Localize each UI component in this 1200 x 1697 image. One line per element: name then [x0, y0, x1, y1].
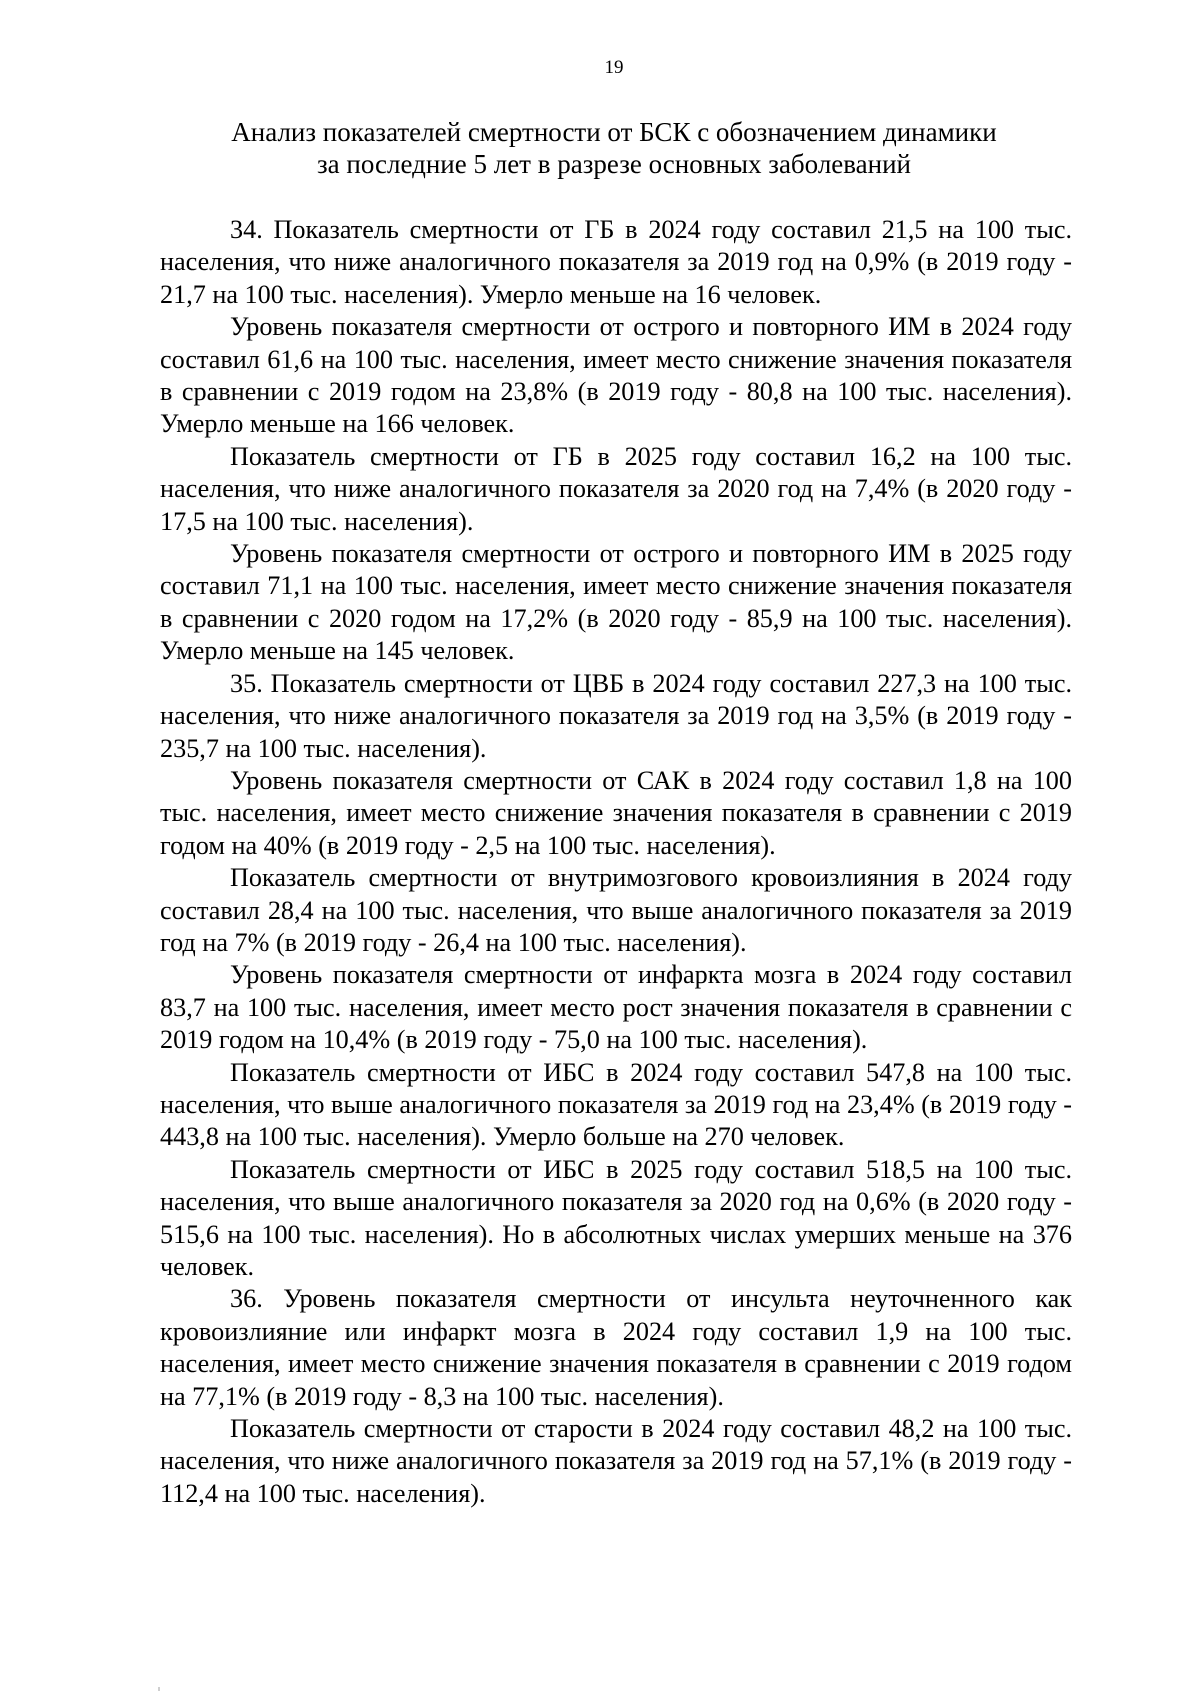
paragraph-34-gb-2024: 34. Показатель смертности от ГБ в 2024 году составил 21,5 на 100 тыс. населения, что ниже аналогичного показателя за 2019 год на 0,9% (в 2019 году - 21,7 на 100 тыс. населения). Умерло меньше на 16 человек.: [160, 215, 1072, 309]
paragraph-old-age-2024: Показатель смертности от старости в 2024 году составил 48,2 на 100 тыс. населения, что ниже аналогичного показателя за 2019 год на 57,1% (в 2019 году - 112,4 на 100 тыс. населения).: [160, 1414, 1072, 1508]
section-title-line-1: Анализ показателей смертности от БСК с обозначением динамики: [231, 117, 997, 147]
body-text: [160, 214, 1072, 1510]
paragraph-im-2025: Уровень показателя смертности от острого и повторного ИМ в 2025 году составил 71,1 на 100 тыс. населения, имеет место снижение значения показателя в сравнении с 2020 годом на 17,2% (в 2020 году - 85,9 на 100 тыс. населения). Умерло меньше на 145 человек.: [160, 539, 1072, 666]
paragraph-ibs-2024: Показатель смертности от ИБС в 2024 году составил 547,8 на 100 тыс. населения, что выше аналогичного показателя за 2019 год на 23,4% (в 2019 году - 443,8 на 100 тыс. населения). Умерло больше на 270 человек.: [160, 1057, 1072, 1152]
paragraph-gb-2025: Показатель смертности от ГБ в 2025 году составил 16,2 на 100 тыс. населения, что ниже аналогичного показателя за 2020 год на 7,4% (в 2020 году - 17,5 на 100 тыс. населения).: [160, 441, 1072, 536]
paragraph-sak-2024: Уровень показателя смертности от САК в 2024 году составил 1,8 на 100 тыс. населения, имеет место снижение значения показателя в сравнении с 2019 годом на 40% (в 2019 году - 2,5 на 100 тыс. населения).: [160, 765, 1072, 860]
scan-edge-mark: [158, 1687, 160, 1691]
paragraph-36-unspecified-stroke-2024: 36. Уровень показателя смертности от инсульта неуточненного как кровоизлияние или инфаркт мозга в 2024 году составил 1,9 на 100 тыс. населения, имеет место снижение значения показателя в сравнении с 2019 годом на 77,1% (в 2019 году - 8,3 на 100 тыс. населения).: [160, 1284, 1072, 1411]
paragraph-intracerebral-hemorrhage-2024: Показатель смертности от внутримозгового кровоизлияния в 2024 году составил 28,4 на 100 тыс. населения, что выше аналогичного показателя за 2019 год на 7% (в 2019 году - 26,4 на 100 тыс. населения).: [160, 863, 1072, 957]
paragraph-35-cvb-2024: 35. Показатель смертности от ЦВБ в 2024 году составил 227,3 на 100 тыс. населения, что ниже аналогичного показателя за 2019 год на 3,5% (в 2019 году - 235,7 на 100 тыс. населения).: [160, 668, 1072, 763]
paragraph-im-2024: Уровень показателя смертности от острого и повторного ИМ в 2024 году составил 61,6 на 100 тыс. населения, имеет место снижение значения показателя в сравнении с 2019 годом на 23,8% (в 2019 году - 80,8 на 100 тыс. населения). Умерло меньше на 166 человек.: [160, 312, 1072, 439]
section-title-line-2: за последние 5 лет в разрезе основных заболеваний: [317, 149, 911, 179]
paragraph-ibs-2025: Показатель смертности от ИБС в 2025 году составил 518,5 на 100 тыс. населения, что выше аналогичного показателя за 2020 год на 0,6% (в 2020 году - 515,6 на 100 тыс. населения). Но в абсолютных числах умерших меньше на 376 человек.: [160, 1154, 1072, 1281]
page-number: 19: [604, 57, 624, 78]
section-title: [150, 116, 1078, 180]
paragraph-brain-infarction-2024: Уровень показателя смертности от инфаркта мозга в 2024 году составил 83,7 на 100 тыс. населения, имеет место рост значения показателя в сравнении с 2019 годом на 10,4% (в 2019 году - 75,0 на 100 тыс. населения).: [160, 960, 1072, 1055]
